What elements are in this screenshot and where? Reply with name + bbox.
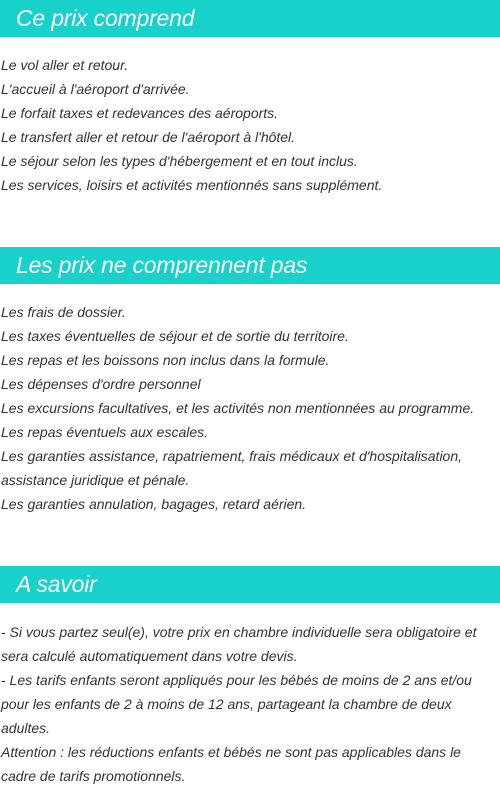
list-item: Les repas et les boissons non inclus dans la formule. bbox=[1, 352, 330, 368]
list-item: Les repas éventuels aux escales. bbox=[1, 424, 209, 440]
section-price-excludes bbox=[0, 247, 500, 516]
list-item: Les garanties annulation, bagages, retard aérien. bbox=[1, 496, 307, 512]
section-title: A savoir bbox=[16, 571, 97, 597]
section-header bbox=[0, 566, 500, 603]
section-price-includes bbox=[0, 0, 500, 197]
list-item: Les services, loisirs et activités mentionnés sans supplément. bbox=[1, 177, 383, 193]
list-item: Les garanties assistance, rapatriement, frais médicaux et d'hospitalisation, assistance juridique et pénale. bbox=[1, 448, 463, 488]
list-item: Le transfert aller et retour de l'aéroport à l'hôtel. bbox=[1, 129, 296, 145]
list-item: - Les tarifs enfants seront appliqués pour les bébés de moins de 2 ans et/ou pour les enfants de 2 à moins de 12 ans, partageant la chambre de deux adultes. bbox=[1, 672, 472, 736]
section-header bbox=[0, 247, 500, 284]
list-item: Les excursions facultatives, et les activités non mentionnées au programme. bbox=[1, 400, 475, 416]
line-list bbox=[0, 620, 500, 788]
section-title: Ce prix comprend bbox=[16, 5, 195, 31]
list-item: Les dépenses d'ordre personnel bbox=[1, 376, 201, 392]
list-item: - Si vous partez seul(e), votre prix en chambre individuelle sera obligatoire et sera calculé automatiquement dans votre devis. bbox=[1, 624, 477, 664]
section-header bbox=[0, 0, 500, 37]
list-item: Le vol aller et retour. bbox=[1, 57, 129, 73]
section-title: Les prix ne comprennent pas bbox=[16, 252, 308, 278]
list-item: Le forfait taxes et redevances des aéroports. bbox=[1, 105, 279, 121]
list-item: Le séjour selon les types d'hébergement et en tout inclus. bbox=[1, 153, 358, 169]
list-item: L'accueil à l'aéroport d'arrivée. bbox=[1, 81, 190, 97]
list-item: Les taxes éventuelles de séjour et de sortie du territoire. bbox=[1, 328, 349, 344]
list-item: Attention : les réductions enfants et bébés ne sont pas applicables dans le cadre de tarifs promotionnels. bbox=[1, 744, 461, 784]
line-list bbox=[0, 53, 500, 197]
list-item: Les frais de dossier. bbox=[1, 304, 126, 320]
line-list bbox=[0, 300, 500, 516]
section-good-to-know bbox=[0, 566, 500, 788]
